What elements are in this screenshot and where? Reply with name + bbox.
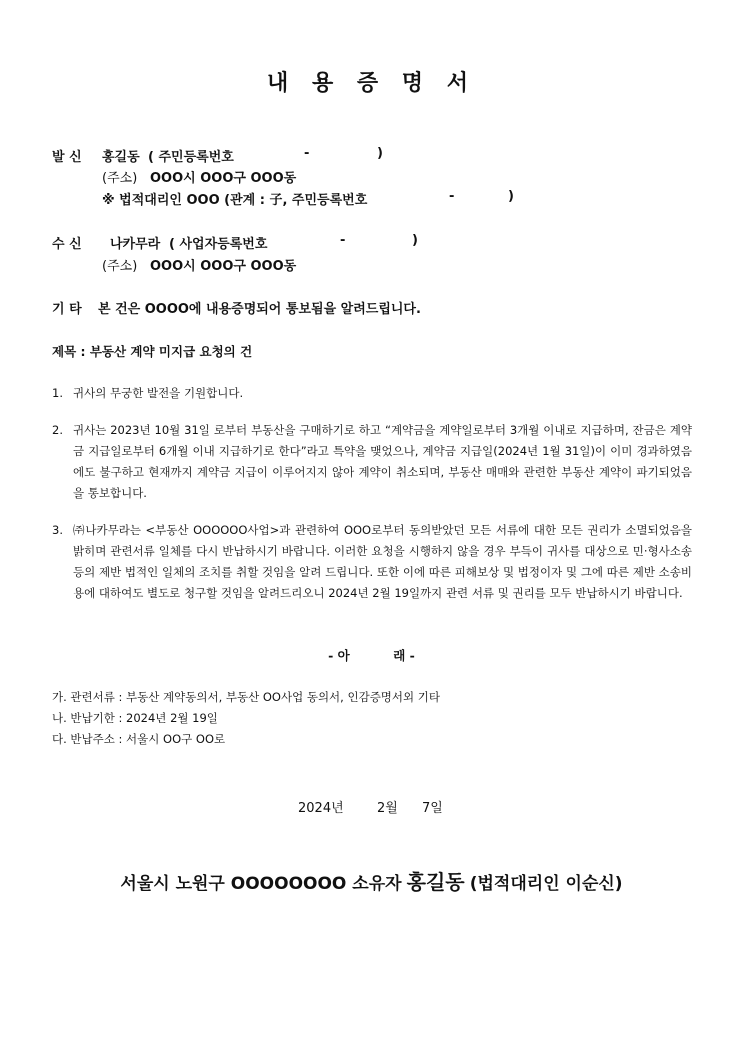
other-label: 기 타 — [52, 302, 82, 317]
sender-address: OOO시 OOO구 OOO동 — [150, 171, 297, 186]
recipient-id-open: ( 사업자등록번호 — [169, 237, 268, 252]
below-heading: - 아 래 - — [328, 648, 415, 663]
recipient-address-label: (주소) — [102, 259, 138, 274]
sender-agent-dash: - — [449, 189, 455, 204]
other-text: 본 건은 OOOO에 내용증명되어 통보됨을 알려드립니다. — [98, 302, 421, 317]
recipient-name: 나카무라 — [110, 237, 161, 252]
signature-prefix: 서울시 노원구 OOOOOOOO 소유자 — [120, 874, 402, 894]
signature-line — [0, 866, 743, 895]
sender-id-open: ( 주민등록번호 — [148, 150, 234, 165]
date-day: 7일 — [422, 801, 443, 816]
sender-agent-note: ※ 법적대리인 OOO (관계 : 子, 주민등록번호 — [102, 193, 368, 208]
item-related-documents: 가. 관련서류 : 부동산 계약동의서, 부동산 OO사업 동의서, 인감증명서외 기타 — [52, 690, 441, 704]
item-return-deadline: 나. 반납기한 : 2024년 2월 19일 — [52, 711, 218, 725]
sender-agent-close: ) — [508, 189, 514, 204]
paragraph-text: ㈜나카무라는 <부동산 OOOOOO사업>과 관련하여 OOO로부터 동의받았던 모든 서류에 대한 모든 권리가 소멸되었음을 밝히며 관련서류 일체를 다시 반납하시기 바랍니다. 이러한 요청을 시행하지 않을 경우 부득이 귀사를 대상으로 민·형사소송 등의 제반 법적인 일체의 조치를 취할 것임을 알려 드립니다. 또한 이에 따른 피해보상 및 법정이자 및 그에 따른 제반 소송비용에 대하여도 별도로 청구할 것임을 알려드리오니 2024년 2월 19일까지 관련 서류 및 권리를 모두 반납하시기 바랍니다. — [73, 523, 692, 600]
paragraph-1 — [52, 383, 692, 404]
paragraph-text: 귀사는 2023년 10월 31일 로부터 부동산을 구매하기로 하고 “계약금을 계약일로부터 3개월 이내로 지급하며, 잔금은 계약금 지급일로부터 6개월 이내 지급하기로 한다”라고 특약을 맺었으나, 계약금 지급일(2024년 1월 31일)이 이미 경과하였음에도 불구하고 현재까지 계약금 지급이 이루어지지 않아 계약이 취소되며, 부동산 매매와 관련한 부동산 계약이 파기되었음을 통보합니다. — [73, 423, 692, 500]
recipient-label: 수 신 — [52, 237, 82, 252]
recipient-id-close: ) — [412, 233, 418, 248]
subject-line: 제목 : 부동산 계약 미지급 요청의 건 — [52, 344, 253, 359]
date-month: 2월 — [377, 801, 398, 816]
paragraph-number: 2. — [52, 423, 63, 437]
paragraph-number: 3. — [52, 523, 63, 537]
sender-address-label: (주소) — [102, 171, 138, 186]
recipient-id-dash: - — [340, 233, 346, 248]
page-title: 내 용 증 명 서 — [267, 71, 476, 96]
item-return-address: 다. 반납주소 : 서울시 OO구 OO로 — [52, 732, 226, 746]
signature-name: 홍길동 — [406, 870, 465, 894]
sender-label: 발 신 — [52, 150, 82, 165]
sender-id-close: ) — [377, 146, 383, 161]
paragraph-2 — [52, 420, 692, 504]
paragraph-3 — [52, 520, 692, 604]
sender-name: 홍길동 — [102, 150, 140, 165]
paragraph-text: 귀사의 무궁한 발전을 기원합니다. — [73, 386, 244, 400]
date-year: 2024년 — [298, 801, 344, 816]
sender-id-dash: - — [304, 146, 310, 161]
signature-agent: (법적대리인 이순신) — [469, 874, 623, 894]
recipient-address: OOO시 OOO구 OOO동 — [150, 259, 297, 274]
paragraph-number: 1. — [52, 386, 63, 400]
